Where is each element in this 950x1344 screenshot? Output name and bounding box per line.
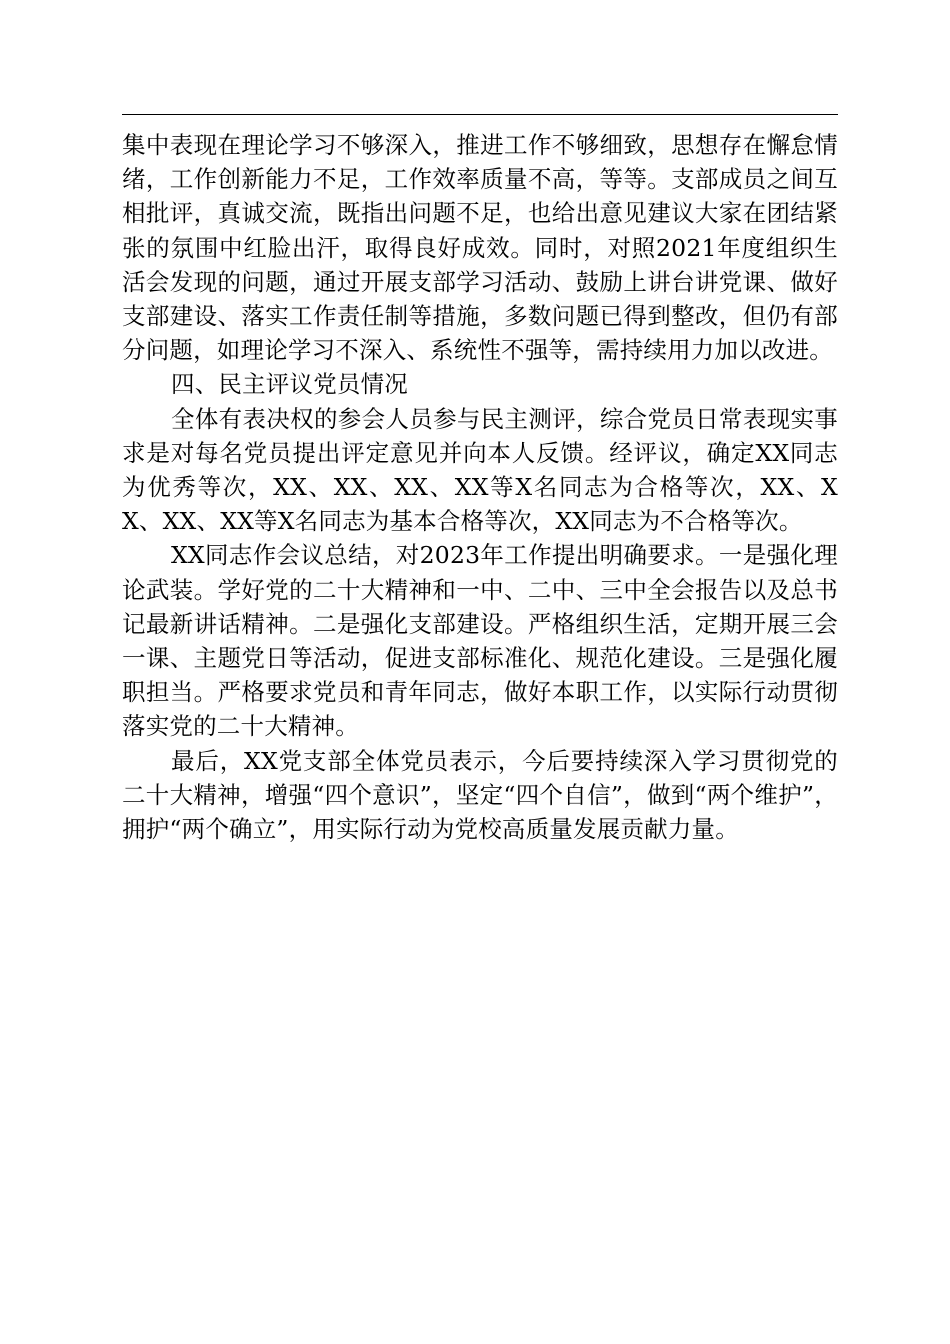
section-heading: 四、民主评议党员情况 bbox=[171, 370, 408, 399]
header-rule bbox=[122, 114, 838, 115]
paragraph-summary: XX同志作会议总结，对2023年工作提出明确要求。一是强化理论武装。学好党的二十大精神和一中、二中、三中全会报告以及总书记最新讲话精神。二是强化支部建设。严格组织生活，定期开展三会一课、主题党日等活动，促进支部标准化、规范化建设。三是强化履职担当。严格要求党员和青年同志，做好本职工作，以实际行动贯彻落实党的二十大精神。 bbox=[122, 541, 838, 741]
paragraph-evaluation: 全体有表决权的参会人员参与民主测评，综合党员日常表现实事求是对每名党员提出评定意见并向本人反馈。经评议，确定XX同志为优秀等次，XX、XX、XX、XX等X名同志为合格等次，XX、XX、XX、XX等X名同志为基本合格等次，XX同志为不合格等次。 bbox=[122, 404, 838, 536]
paragraph-continuation: 集中表现在理论学习不够深入，推进工作不够细致，思想存在懈怠情绪，工作创新能力不足，工作效率质量不高，等等。支部成员之间互相批评，真诚交流，既指出问题不足，也给出意见建议大家在团结紧张的氛围中红脸出汗，取得良好成效。同时，对照2021年度组织生活会发现的问题，通过开展支部学习活动、鼓励上讲台讲党课、做好支部建设、落实工作责任制等措施，多数问题已得到整改，但仍有部分问题，如理论学习不深入、系统性不强等，需持续用力加以改进。 bbox=[122, 131, 838, 365]
document-body bbox=[122, 128, 838, 846]
paragraph-conclusion: 最后，XX党支部全体党员表示，今后要持续深入学习贯彻党的二十大精神，增强“四个意识”，坚定“四个自信”，做到“两个维护”，拥护“两个确立”，用实际行动为党校高质量发展贡献力量。 bbox=[122, 746, 838, 844]
